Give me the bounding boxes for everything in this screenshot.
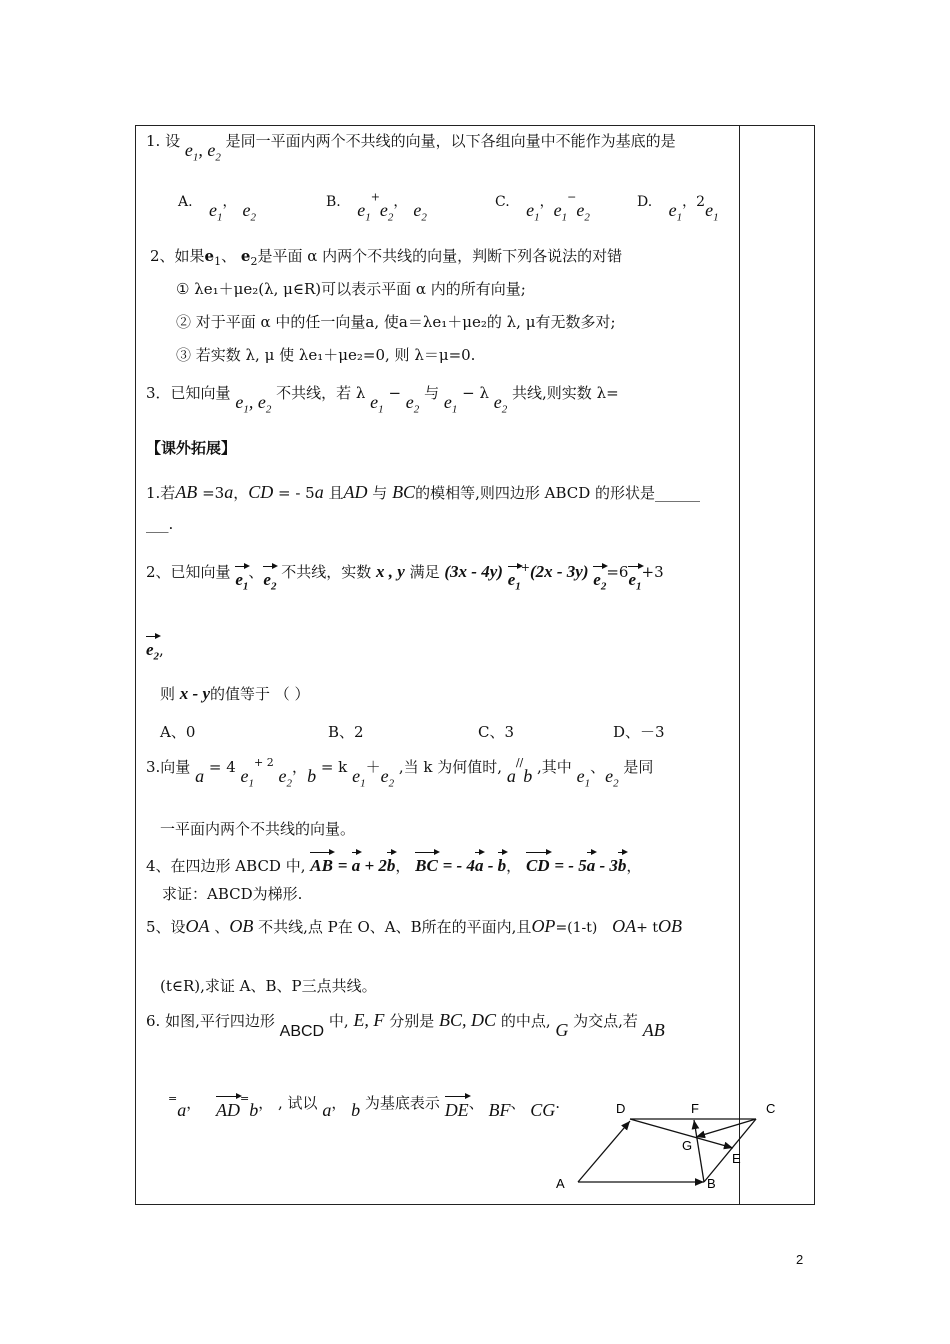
q3-stem: 3．已知向量 $e_1$, $e_2$ 不共线，若 λ $e_1 - e_2$ 与 $e_1 - \lambda$ $e_2$ 共线,则实数 λ= — [146, 384, 619, 416]
section-heading: 【课外拓展】 — [146, 439, 237, 457]
label-d: D — [616, 1101, 626, 1116]
q1-option-d: D. $e_1$，$2e_1$ — [637, 194, 719, 224]
q2-statement-2: ② 对于平面 α 中的任一向量a, 使a＝λe₁＋μe₂的 λ, μ有无数多对; — [176, 313, 616, 331]
ex2-option-d: D、－3 — [613, 723, 665, 741]
ex2-question: 则 x - y的值等于 （ ） — [160, 684, 310, 703]
ex3-continuation: 一平面内两个不共线的向量。 — [160, 820, 356, 838]
label-b: B — [707, 1176, 716, 1191]
ex2-option-a: A、0 — [160, 723, 196, 741]
label-a: A — [556, 1176, 565, 1191]
q2-statement-3: ③ 若实数 λ, μ 使 λe₁＋μe₂=0, 则 λ＝μ=0. — [176, 346, 476, 364]
page-number: 2 — [796, 1252, 804, 1267]
ex1-stem: 1.若AB =3a，CD = - 5a 且AD 与 BC的模相等,则四边形 ABCD 的形状是______ — [146, 482, 701, 502]
label-f: F — [691, 1101, 699, 1116]
ex5-continuation: (t∈R),求证 A、B、P三点共线。 — [160, 977, 377, 995]
ex2-continuation: $e_2$, — [146, 636, 164, 662]
ex6-line2: =a， AD=b， , 试以 a， b 为基底表示 DE、 BF、 CG. — [168, 1092, 561, 1120]
label-g: G — [682, 1138, 693, 1153]
q1-stem: 1. 设 $e_1$, $e_2$ 是同一平面内两个不共线的向量，以下各组向量中不能作为基底的是 — [146, 132, 676, 164]
ex6-stem: 6. 如图,平行四边形 ABCD 中, E, F 分别是 BC, DC 的中点, G 为交点,若 AB — [146, 1010, 665, 1040]
parallelogram-figure — [550, 1095, 790, 1195]
q1-option-b: B. $e_1^+e_2$， $e_2$ — [326, 190, 427, 224]
q1-option-a: A. $e_1$， $e_2$ — [178, 194, 257, 224]
column-divider — [739, 125, 740, 1205]
ex2-option-b: B、2 — [328, 723, 364, 741]
ex3-stem: 3.向量 a = 4 $e_1^{+ 2}$ $e_2$，b = k $e_1+e_2$ ,当 k 为何值时, a//b ,其中 $e_1$、$e_2$ 是同 — [146, 756, 654, 790]
label-e: E — [732, 1151, 741, 1166]
q2-statement-1: ① λe₁＋μe₂(λ, μ∈R)可以表示平面 α 内的所有向量; — [176, 280, 526, 298]
ex2-stem: 2、已知向量 $e_1$、$e_2$ 不共线，实数 x , y 满足 (3x - 4y) $e_1^+(2x - 3y)$ $e_2=6e_1+3$ — [146, 561, 664, 593]
ex5-stem: 5、设OA 、OB 不共线,点 P在 O、A、B所在的平面内,且OP=(1-t) OA+ tOB — [146, 916, 682, 936]
ex4-continuation: 求证：ABCD为梯形. — [162, 885, 303, 903]
ex1-continuation: ___. — [146, 515, 174, 533]
label-c: C — [766, 1101, 776, 1116]
q2-stem: 2、如果$e_1$、 $e_2$是平面 α 内两个不共线的向量，判断下列各说法的对错 — [150, 247, 623, 268]
q1-option-c: C. $e_1$，$e_1^-e_2$ — [495, 190, 590, 224]
ex2-option-c: C、3 — [478, 723, 515, 741]
ex4-stem: 4、在四边形 ABCD 中, AB = a + 2b， BC = - 4a - b， CD = - 5a - 3b， — [146, 852, 641, 876]
